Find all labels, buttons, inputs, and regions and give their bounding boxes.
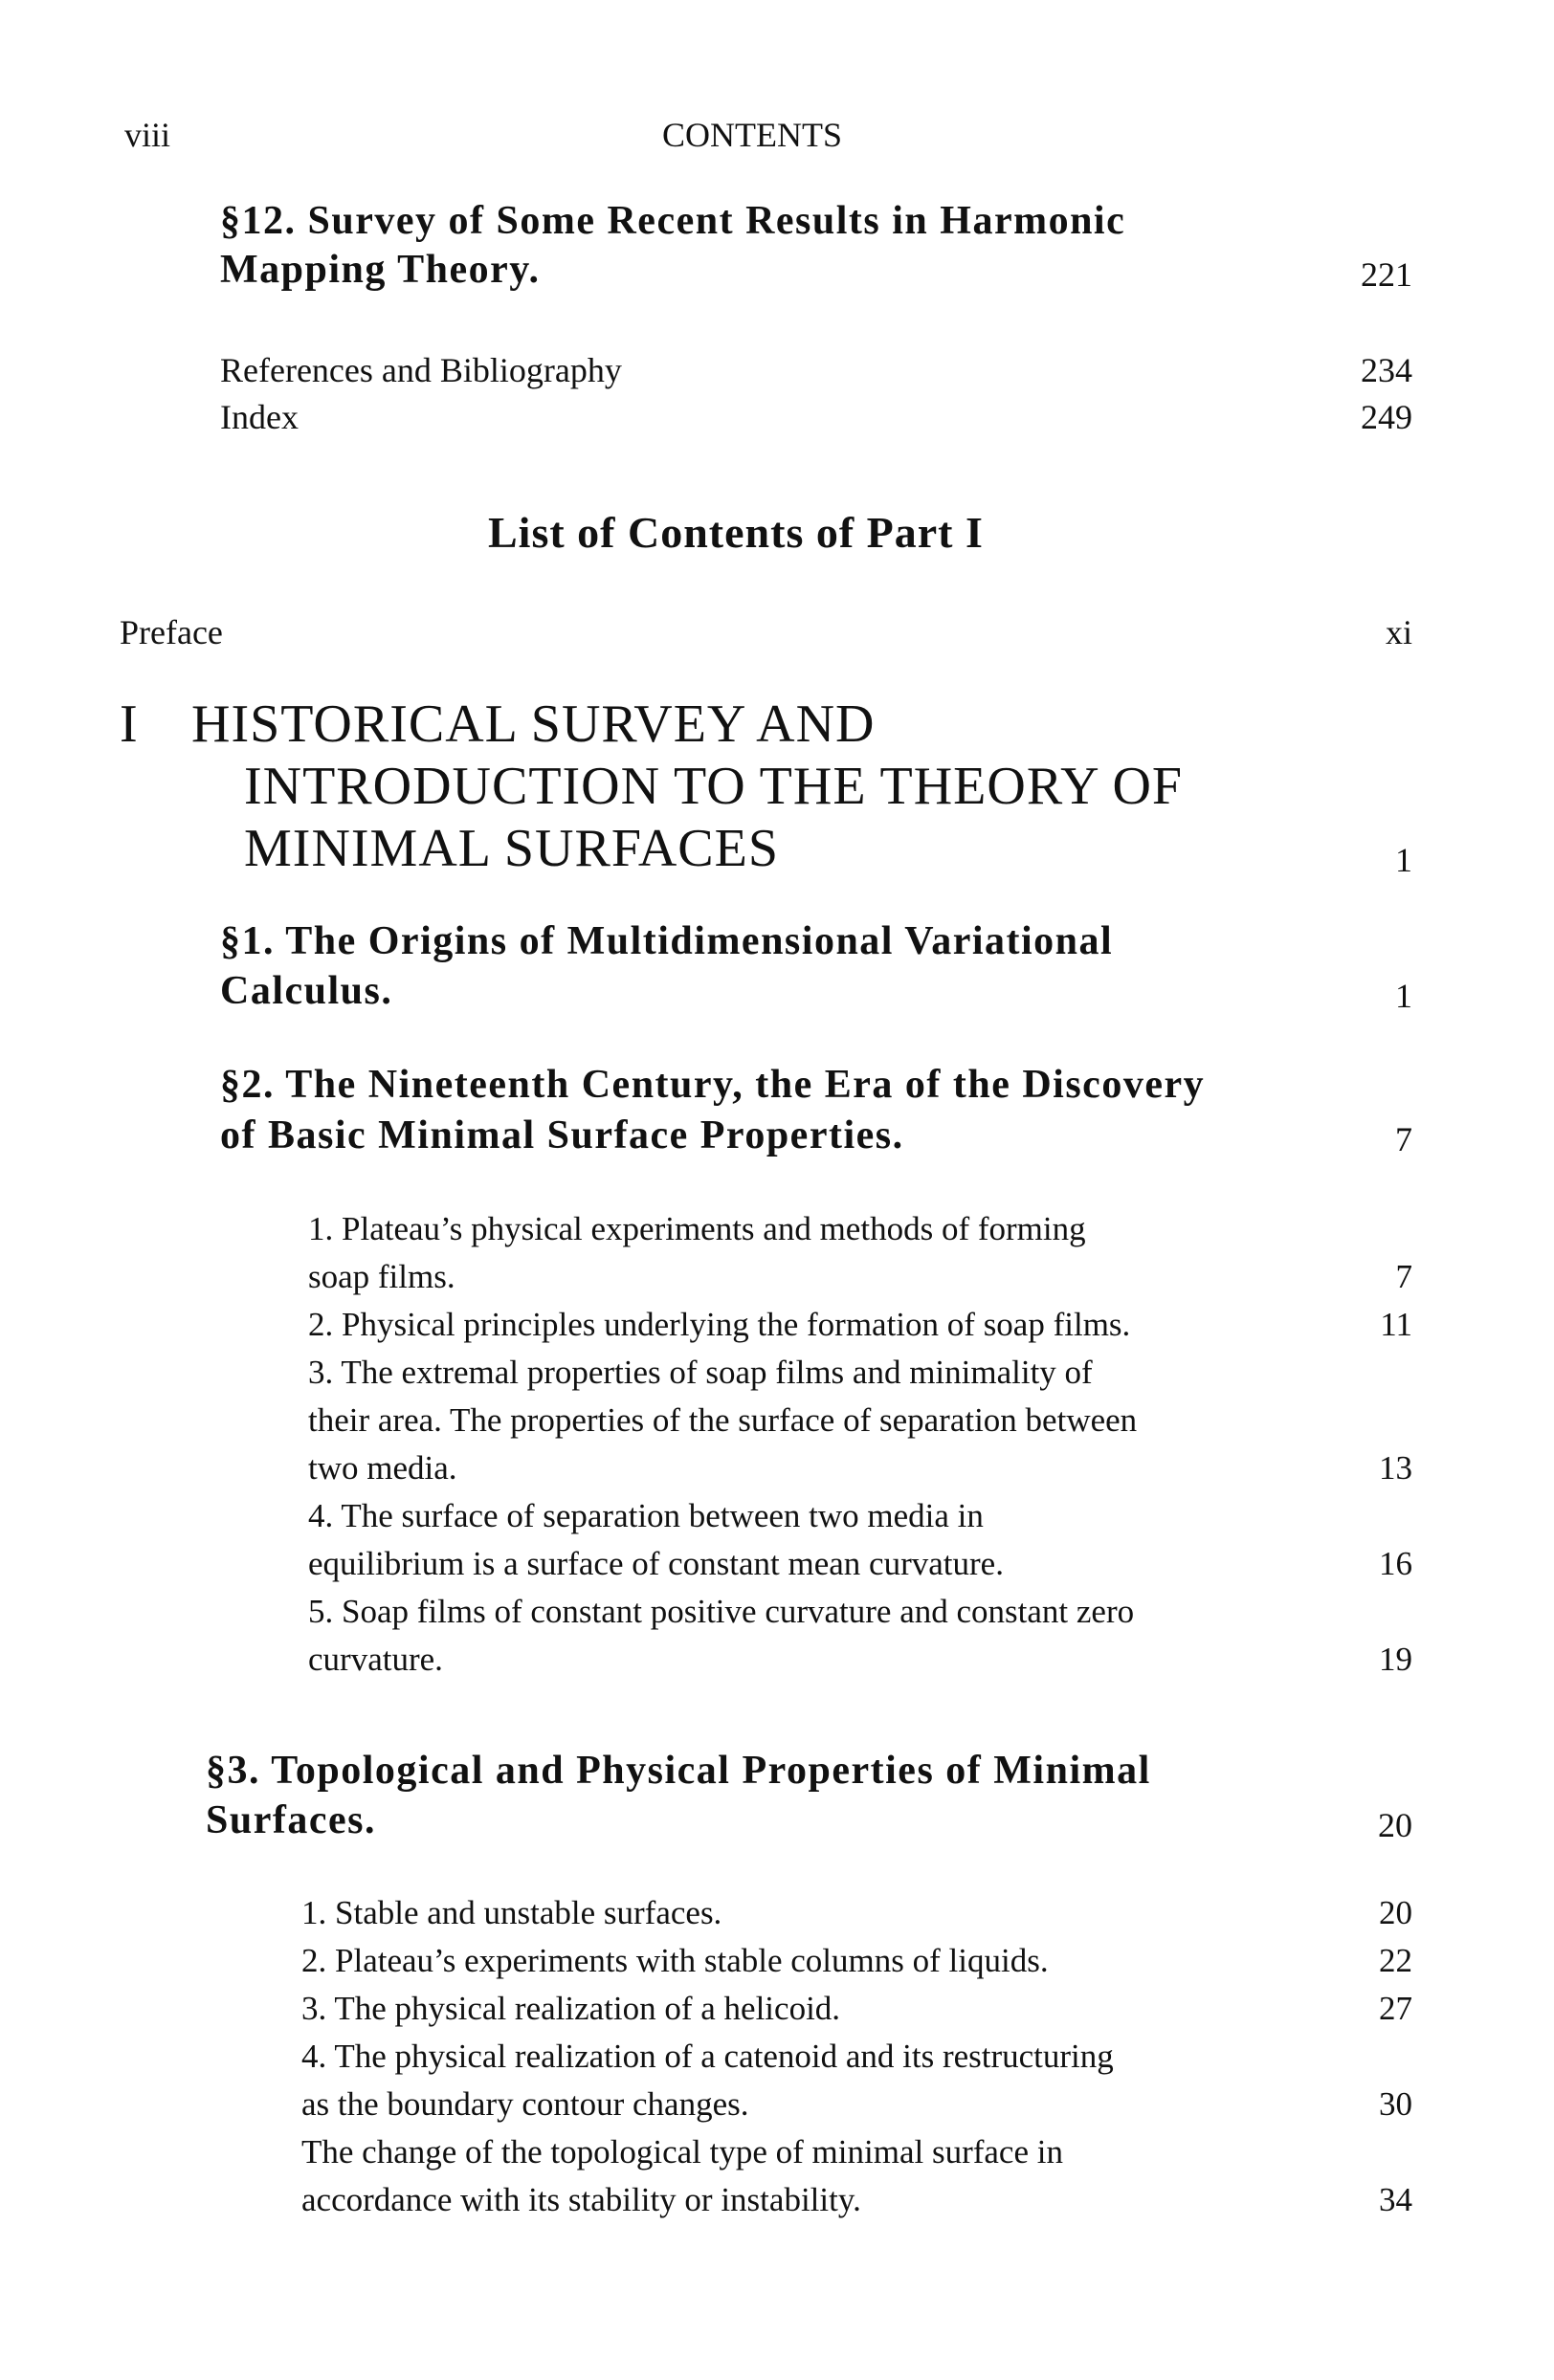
item-page-number: 11 — [1380, 1306, 1412, 1343]
entry-title-line: §12. Survey of Some Recent Results in Harmonic — [220, 199, 1126, 243]
item-text-line: as the boundary contour changes. — [301, 2085, 749, 2123]
entry-page-number: 234 — [1361, 351, 1412, 389]
entry-page-number: 1 — [1395, 841, 1412, 879]
item-text-line: 1. Stable and unstable surfaces. — [301, 1894, 722, 1931]
entry-page-number: 1 — [1395, 977, 1412, 1015]
item-page-number: 22 — [1379, 1942, 1412, 1979]
item-page-number: 27 — [1379, 1990, 1412, 2027]
item-page-number: 34 — [1379, 2181, 1412, 2218]
item-page-number: 30 — [1379, 2085, 1412, 2123]
entry-page-number: 221 — [1361, 255, 1412, 294]
chapter-title-line: HISTORICAL SURVEY AND — [191, 694, 876, 754]
entry-page-number: 249 — [1361, 398, 1412, 436]
page-number: viii — [124, 116, 171, 154]
running-title: CONTENTS — [662, 116, 842, 154]
item-text-line: The change of the topological type of minimal surface in — [301, 2133, 1063, 2171]
item-page-number: 16 — [1379, 1545, 1412, 1582]
part-contents-title: List of Contents of Part I — [488, 508, 984, 557]
entry-title-line: §3. Topological and Physical Properties of Minimal — [206, 1749, 1151, 1793]
entry-title-line: Preface — [120, 613, 223, 651]
chapter-numeral: I — [120, 694, 139, 754]
item-text-line: 2. Physical principles underlying the formation of soap films. — [308, 1306, 1131, 1343]
entry-title-line: Calculus. — [220, 969, 393, 1013]
entry-title-line: References and Bibliography — [220, 351, 622, 389]
item-page-number: 19 — [1379, 1641, 1412, 1678]
entry-page-number: 20 — [1378, 1806, 1412, 1844]
item-page-number: 13 — [1379, 1449, 1412, 1487]
item-text-line: 4. The surface of separation between two media in — [308, 1497, 984, 1534]
entry-title-line: §2. The Nineteenth Century, the Era of the Discovery — [220, 1063, 1206, 1107]
item-page-number: 7 — [1395, 1258, 1412, 1295]
entry-page-number: 7 — [1395, 1120, 1412, 1158]
item-text-line: equilibrium is a surface of constant mean curvature. — [308, 1545, 1004, 1582]
chapter-title-line: INTRODUCTION TO THE THEORY OF — [244, 757, 1184, 816]
entry-title-line: §1. The Origins of Multidimensional Variational — [220, 919, 1114, 963]
item-text-line: 3. The physical realization of a helicoid. — [301, 1990, 841, 2027]
entry-title-line: Surfaces. — [206, 1798, 376, 1842]
item-text-line: accordance with its stability or instability. — [301, 2181, 861, 2218]
entry-page-number: xi — [1385, 613, 1412, 651]
chapter-title-line: MINIMAL SURFACES — [244, 819, 779, 878]
entry-title-line: Index — [220, 398, 299, 436]
item-text-line: soap films. — [308, 1258, 455, 1295]
item-text-line: their area. The properties of the surface of separation between — [308, 1401, 1138, 1439]
item-text-line: 3. The extremal properties of soap films and minimality of — [308, 1354, 1093, 1391]
item-page-number: 20 — [1379, 1894, 1412, 1931]
entry-title-line: of Basic Minimal Surface Properties. — [220, 1113, 904, 1157]
item-text-line: 4. The physical realization of a catenoid and its restructuring — [301, 2038, 1114, 2075]
item-text-line: curvature. — [308, 1641, 443, 1678]
item-text-line: two media. — [308, 1449, 457, 1487]
item-text-line: 5. Soap films of constant positive curvature and constant zero — [308, 1593, 1135, 1630]
item-text-line: 2. Plateau’s experiments with stable columns of liquids. — [301, 1942, 1049, 1979]
item-text-line: 1. Plateau’s physical experiments and methods of forming — [308, 1210, 1086, 1247]
entry-title-line: Mapping Theory. — [220, 248, 541, 292]
